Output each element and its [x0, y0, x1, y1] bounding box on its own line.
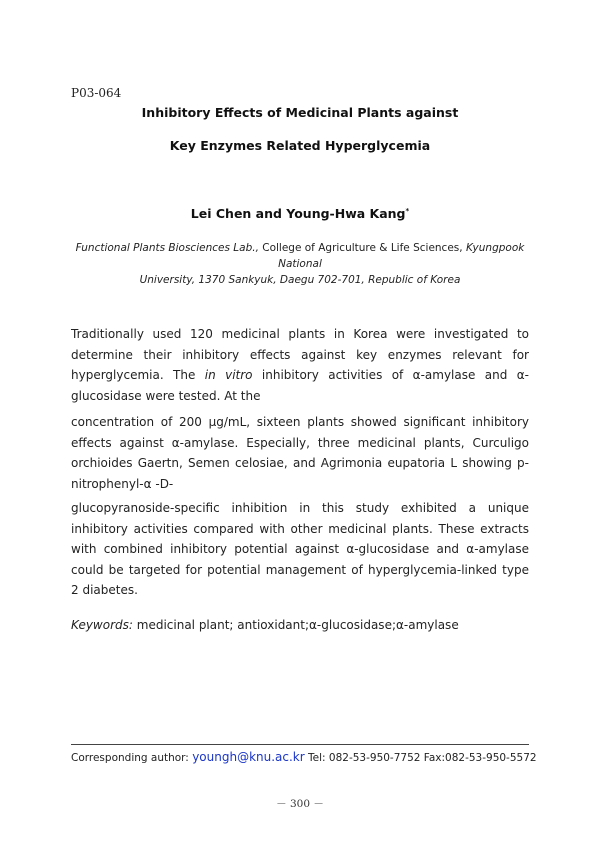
corresponding-mark: * [405, 206, 410, 215]
abstract-p1-text: Traditionally used 120 medicinal plants in Korea were investigated to determine their inhibitory effects against key enzymes relevant for hyperglycemia. The [71, 327, 529, 382]
affiliation-address: University, 1370 Sankyuk, Daegu 702-701, Republic of Korea [139, 274, 461, 286]
keywords-label: Keywords: [71, 618, 133, 632]
abstract-paragraph-1 [71, 324, 529, 406]
keywords-text: medicinal plant; antioxidant;α-glucosidase;α-amylase [132, 618, 459, 632]
page-number: － 300 － [276, 798, 324, 810]
footer-divider [71, 744, 529, 745]
abstract-p1-text-end: inhibitory activities of α-amylase and α-glucosidase were tested. At the [71, 368, 529, 403]
abstract-p1-italic: in vitro [204, 368, 253, 382]
abstract-paragraph-2: concentration of 200 μg/mL, sixteen plants showed significant inhibitory effects against α-amylase. Especially, three medicinal plants, Curculigo orchioides Gaertn, Semen celosiae, and Agrimonia eupatoria L showing p-nitrophenyl-α -D- [71, 415, 529, 491]
affiliation [70, 240, 530, 288]
paper-code: P03-064 [71, 86, 122, 100]
author-email-link[interactable]: youngh@knu.ac.kr [192, 750, 305, 764]
affiliation-university: Kyungpook National [278, 242, 525, 270]
footer-contact: Tel: 082-53-950-7752 Fax:082-53-950-5572 [304, 752, 537, 764]
paper-title-line-2: Key Enzymes Related Hyperglycemia [169, 138, 431, 153]
keywords [71, 618, 459, 632]
author-list [60, 206, 540, 221]
corresponding-author-footer [71, 750, 537, 764]
paper-title-line-1: Inhibitory Effects of Medicinal Plants against [141, 105, 459, 120]
author-names: Lei Chen and Young-Hwa Kang [190, 206, 406, 221]
affiliation-college: College of Agriculture & Life Sciences, [258, 242, 466, 254]
affiliation-lab: Functional Plants Biosciences Lab., [75, 242, 259, 254]
abstract-paragraph-3: glucopyranoside-specific inhibition in this study exhibited a unique inhibitory activities compared with other medicinal plants. These extracts with combined inhibitory potential against α-glucosidase and α-amylase could be targeted for potential management of hyperglycemia-linked type 2 diabetes. [71, 501, 529, 597]
footer-label: Corresponding author: [71, 752, 193, 764]
